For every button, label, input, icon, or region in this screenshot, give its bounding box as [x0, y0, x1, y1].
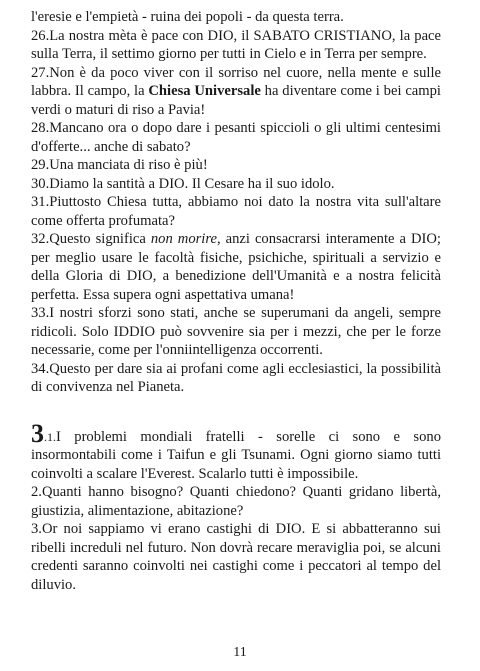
paragraph-31	[31, 193, 441, 230]
text: 27.Non è da poco viver con il sorriso nel cuore, nella mente e sulle labbra. Il campo, la	[31, 64, 441, 99]
paragraph-26	[31, 27, 441, 64]
paragraph-33	[31, 304, 441, 360]
bold-text: Chiesa Universale	[148, 83, 261, 99]
paragraph-29	[31, 156, 441, 175]
section-number: 3	[31, 418, 44, 448]
text: ha diventare come i bei campi verdi o maturi di riso a Pavia!	[31, 83, 441, 118]
text: 29.Una manciata di riso è più!	[31, 157, 208, 173]
text: 34.Questo per dare sia ai profani come agli ecclesiastici, la possibilità di convivenza nel Pianeta.	[31, 360, 441, 395]
text: l'eresie e l'empietà - ruina dei popoli - da questa terra.	[31, 9, 344, 25]
paragraph-32	[31, 230, 441, 304]
page-number: 11	[233, 645, 247, 660]
text: 2.Quanti hanno bisogno? Quanti chiedono? Quanti gridano libertà, giustizia, alimentazione, abitazione?	[31, 484, 441, 519]
text: 30.Diamo la santità a DIO. Il Cesare ha il suo idolo.	[31, 175, 335, 192]
text: 28.Mancano ora o dopo dare i pesanti spiccioli o gli ultimi centesimi d'offerte... anche di sabato?	[31, 120, 441, 155]
subsection-number: .1.	[44, 429, 56, 444]
section-3-paragraph-1	[31, 418, 441, 484]
paragraph-25-end	[31, 8, 441, 27]
text: , anzi consacrarsi interamente a DIO; per meglio usare le facoltà fisiche, psichiche, spirituali a servizio e della Gloria di DIO, a benedizione dell'Umanità e a nostra felicità perfetta. Essa supera ogni aspettativa umana!	[31, 231, 441, 303]
paragraph-28	[31, 119, 441, 156]
document-body	[31, 8, 441, 594]
text: 33.I nostri sforzi sono stati, anche se superumani da angeli, sempre ridicoli. Solo IDDIO può sovvenire sia per i mezzi, che per le forze necessarie, come per l'onniintelligenza occorrenti.	[31, 305, 441, 358]
text: 3.Or noi sappiamo vi erano castighi di DIO. E si abbatteranno sui ribelli increduli nel futuro. Non dovrà recare meraviglia poi, se alcuni credenti saranno coinvolti nei castighi come i peccatori al tempo del diluvio.	[31, 521, 441, 593]
paragraph-30	[31, 175, 441, 194]
text: 31.Piuttosto Chiesa tutta, abbiamo noi dato la nostra vita sull'altare come offerta profumata?	[31, 194, 441, 229]
section-3-paragraph-3	[31, 520, 441, 594]
section-3-paragraph-2	[31, 483, 441, 520]
text: I problemi mondiali fratelli - sorelle ci sono e sono insormontabili come i Taifun e gli Tsunami. Ogni giorno siamo tutti coinvolti a scalare l'Everest. Scalarlo tutti è impossibile.	[31, 428, 441, 482]
text: 26.La nostra mèta è pace con DIO, il SABATO CRISTIANO, la pace sulla Terra, il settimo giorno per tutti in Cielo e in Terra per sempre.	[31, 27, 441, 62]
section-gap	[31, 397, 441, 425]
paragraph-34	[31, 360, 441, 397]
italic-text: non morire	[150, 231, 217, 247]
paragraph-27	[31, 64, 441, 120]
text: 32.Questo significa	[31, 231, 151, 247]
